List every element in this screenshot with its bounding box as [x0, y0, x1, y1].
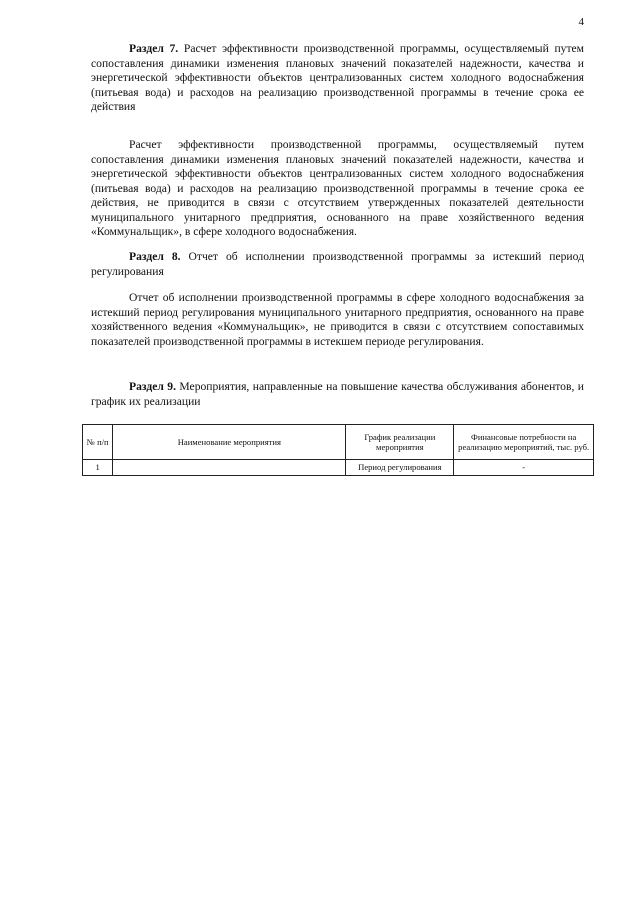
cell-finance: -: [454, 460, 594, 476]
section-9-heading: [91, 380, 584, 409]
cell-num: 1: [83, 460, 113, 476]
section-9-title: Мероприятия, направленные на повышение качества обслуживания абонентов, и график их реализации: [91, 380, 584, 408]
page-number: 4: [578, 16, 584, 28]
header-num: № п/п: [83, 425, 113, 460]
section-7-body: [91, 138, 584, 240]
section-7-title: Расчет эффективности производственной программы, осуществляемый путем сопоставления динамики изменения плановых значений показателей надежности, качества и энергетической эффективности объектов централизованных систем холодного водоснабжения (питьевая вода) и расходов на реализацию производственной программы в течение срока ее действия: [91, 42, 585, 113]
section-7-label: Раздел 7.: [129, 42, 179, 55]
header-schedule: График реализации мероприятия: [346, 425, 454, 460]
section-8-heading: [91, 250, 584, 279]
section-7-heading: [91, 42, 584, 115]
table-header-row: [83, 425, 594, 460]
section-9-label: Раздел 9.: [129, 380, 176, 393]
section-8-title: Отчет об исполнении производственной программы за истекший период регулирования: [91, 250, 584, 278]
section-7-paragraph: Расчет эффективности производственной программы, осуществляемый путем сопоставления динамики изменения плановых значений показателей надежности, качества и энергетической эффективности объектов централизованных систем холодного водоснабжения (питьевая вода) и расходов на реализацию производственной программы в течение срока ее действия, не приводится в связи с отсутствием утвержденных показателей деятельности муниципального унитарного предприятия, основанного на праве хозяйственного ведения «Коммунальщик», в сфере холодного водоснабжения.: [91, 138, 584, 238]
section-8-body: [91, 291, 584, 349]
cell-name: [113, 460, 346, 476]
header-name: Наименование мероприятия: [113, 425, 346, 460]
section-8-label: Раздел 8.: [129, 250, 181, 263]
header-finance: Финансовые потребности на реализацию мероприятий, тыс. руб.: [454, 425, 594, 460]
section-8-paragraph: Отчет об исполнении производственной программы в сфере холодного водоснабжения за истекший период регулирования муниципального унитарного предприятия, основанного на праве хозяйственного ведения «Коммунальщик», не приводится в связи с отсутствием сопоставимых показателей производственной программы в истекшем периоде регулирования.: [91, 291, 584, 348]
table-row: [83, 460, 594, 476]
events-table: [82, 424, 594, 476]
cell-schedule: Период регулирования: [346, 460, 454, 476]
